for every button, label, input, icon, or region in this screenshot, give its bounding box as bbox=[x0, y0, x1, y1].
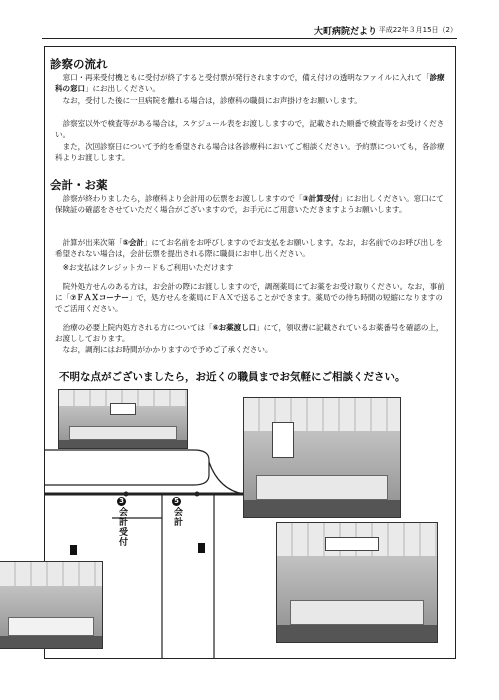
section-title-consultation: 診察の流れ bbox=[50, 57, 108, 71]
map-pillar bbox=[70, 545, 77, 555]
newsletter-title: 大町病院だより bbox=[313, 27, 377, 37]
paragraph: 治療の必要上院内処方される方については「⑥お薬渡し口」にて，領収書に記載されているお薬番号を確認の上，お渡ししております。 bbox=[55, 323, 444, 344]
paragraph: なお，調剤にはお時間がかかりますので予めご了承ください。 bbox=[62, 345, 273, 354]
section-title-payment: 会計・お薬 bbox=[50, 178, 108, 192]
issue-date: 平成22年３月15日（2） bbox=[378, 26, 457, 34]
paragraph: なお，受付した後に一旦病院を離れる場合は，診療科の職員にお声掛けをお願いします。 bbox=[62, 96, 362, 105]
note-credit-card: ※お支払はクレジットカードもご利用いただけます bbox=[62, 263, 234, 272]
photo-accounting-counter bbox=[243, 397, 401, 518]
paragraph: 窓口・再来受付機ともに受付が終了すると受付票が発行されますので，備え付けの透明なファイルに入れて「診療科の窓口」にお出しください。 bbox=[55, 73, 445, 94]
map-marker bbox=[124, 492, 129, 497]
map-marker bbox=[195, 492, 200, 497]
marker-3: 3 bbox=[117, 497, 126, 506]
photo-pharmacy-window bbox=[276, 522, 438, 643]
paragraph: また，次回診察日について予約を希望される場合は各診療科においてご相談ください。予約票についても，各診療科よりお渡しします。 bbox=[55, 142, 445, 163]
map-pillar bbox=[198, 543, 205, 553]
page-header bbox=[42, 24, 457, 39]
photo-reception-desk bbox=[0, 561, 103, 649]
paragraph: 診察が終わりましたら，診療科より会計用の伝票をお渡ししますので「③計算受付」にお出しください。窓口にて保険証の確認をさせていただく場合がございますので，お手元にご用意いただきますようお願いします。 bbox=[55, 194, 444, 215]
paragraph: 院外処方せんのある方は，お会計の際にお渡ししますので，調剤薬局にてお薬をお受け取りください。なお，事前に「⑦ＦＡＸコーナー」で，処方せんを薬局にＦＡＸで送ることができます。薬局での待ち時間の短縮になりますのでご活用ください。 bbox=[55, 282, 445, 314]
marker-5: 5 bbox=[172, 497, 181, 506]
label-accounting-reception: 会計受付 bbox=[117, 507, 127, 547]
paragraph: 診察室以外で検査等がある場合は，スケジュール表をお渡ししますので，記載された順番で検査等をお受けください。 bbox=[55, 119, 445, 140]
paragraph: 計算が出来次第「⑤会計」にてお名前をお呼びしますのでお支払をお願いします。なお，お名前でのお呼び出しを希望されない場合は，会計伝票を提出される際に職員にお申し出ください。 bbox=[55, 238, 444, 259]
contact-callout: 不明な点がございましたら，お近くの職員までお気軽にご相談ください。 bbox=[59, 371, 406, 383]
label-accounting: 会計 bbox=[172, 507, 182, 527]
photo-calculation-reception bbox=[58, 389, 188, 449]
